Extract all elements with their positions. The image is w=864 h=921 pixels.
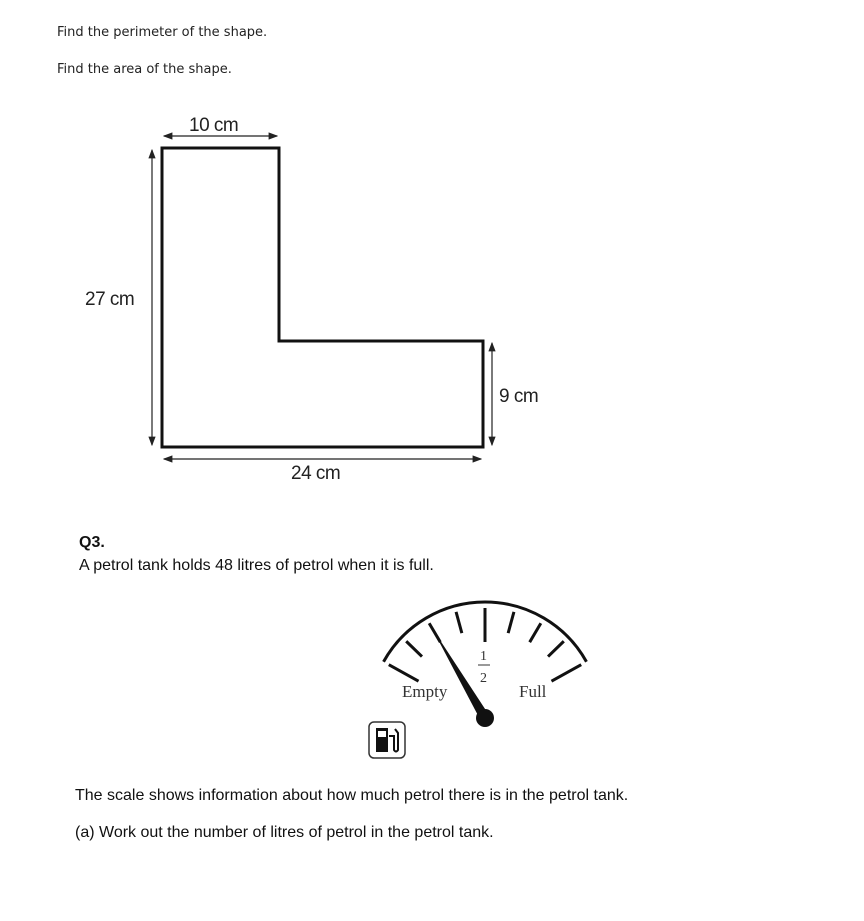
instruction-perimeter: Find the perimeter of the shape. — [57, 25, 268, 40]
fuel-gauge — [369, 602, 586, 758]
needle-pivot — [476, 709, 494, 727]
question-scale-text: The scale shows information about how much petrol there is in the petrol tank. — [75, 787, 629, 804]
right-dimension-label: 9 cm — [499, 386, 539, 407]
gauge-tick — [389, 665, 419, 681]
fuel-pump-icon — [369, 722, 405, 758]
gauge-half-numerator: 1 — [480, 649, 487, 664]
gauge-tick — [551, 665, 581, 681]
gauge-tick — [456, 612, 462, 633]
instruction-area: Find the area of the shape. — [57, 62, 232, 77]
left-dimension-label: 27 cm — [85, 289, 135, 310]
question-part-a: (a) Work out the number of litres of petrol in the petrol tank. — [75, 824, 494, 841]
question-intro: A petrol tank holds 48 litres of petrol when it is full. — [79, 557, 434, 574]
top-dimension-label: 10 cm — [189, 115, 239, 136]
bottom-dimension-label: 24 cm — [291, 463, 341, 484]
gauge-tick — [508, 612, 514, 633]
gauge-tick — [406, 641, 422, 656]
gauge-tick — [530, 623, 541, 642]
gauge-tick — [548, 641, 564, 656]
gauge-full-label: Full — [519, 682, 547, 701]
gauge-empty-label: Empty — [402, 682, 448, 701]
l-shape — [162, 148, 483, 447]
question-heading: Q3. — [79, 534, 105, 551]
gauge-half-denominator: 2 — [480, 671, 487, 686]
